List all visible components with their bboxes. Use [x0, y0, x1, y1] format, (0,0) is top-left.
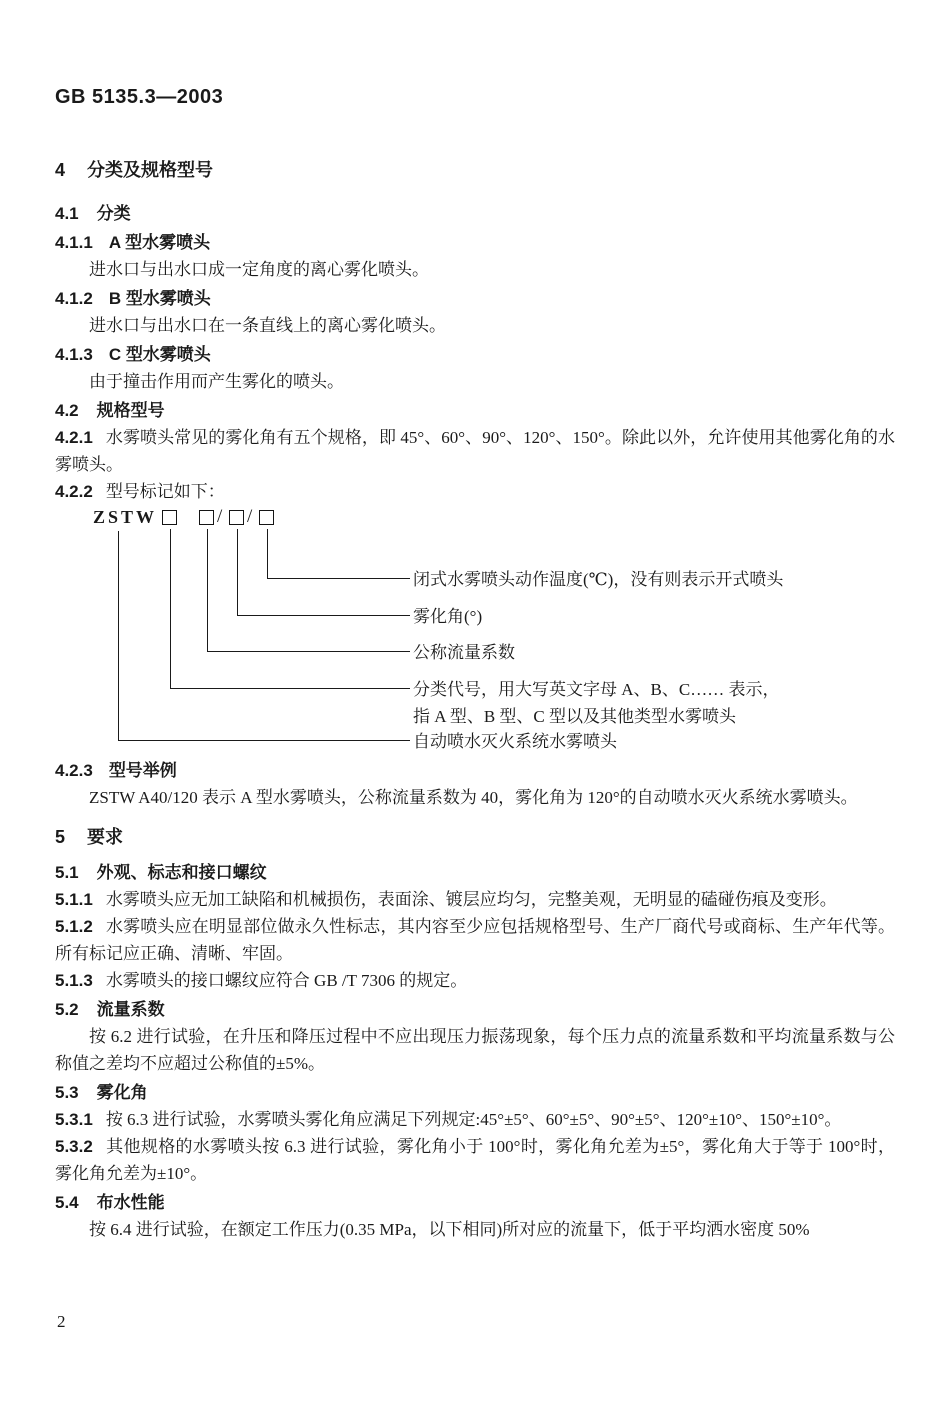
diagram-label-class	[413, 676, 779, 730]
diagram-label-system: 自动喷水灭火系统水雾喷头	[413, 732, 617, 751]
section-4-1-3-number: 4.1.3	[55, 345, 93, 364]
clause-5-1-2-number: 5.1.2	[55, 917, 93, 936]
section-4-1-2-body: 进水口与出水口在一条直线上的离心雾化喷头。	[89, 316, 446, 335]
clause-4-2-1	[55, 424, 895, 478]
clause-5-1-2	[55, 913, 895, 967]
section-5-3-number: 5.3	[55, 1083, 79, 1102]
section-5-number: 5	[55, 827, 66, 847]
clause-5-1-3-body: 水雾喷头的接口螺纹应符合 GB /T 7306 的规定。	[105, 971, 468, 990]
clause-4-2-1-body: 水雾喷头常见的雾化角有五个规格，即 45°、60°、90°、120°、150°。除此以外，允许使用其他雾化角的水雾喷头。	[55, 428, 895, 474]
model-box-temp	[259, 510, 274, 525]
section-4-2-heading	[55, 397, 895, 424]
section-5-4-heading	[55, 1189, 895, 1216]
model-box-flow	[199, 510, 214, 525]
section-4-2-3-title: 型号举例	[108, 761, 177, 780]
section-4-2-3-body: ZSTW A40/120 表示 A 型水雾喷头，公称流量系数为 40，雾化角为 120°的自动喷水灭火系统水雾喷头。	[89, 788, 858, 807]
model-separator-1: /	[217, 506, 223, 527]
standard-number: GB 5135.3—2003	[55, 86, 224, 108]
section-5-4-body: 按 6.4 进行试验，在额定工作压力(0.35 MPa，以下相同)所对应的流量下，低于平均洒水密度 50%	[89, 1220, 810, 1239]
section-4-1-1-heading	[55, 229, 895, 256]
section-4-1-2-heading	[55, 285, 895, 312]
section-5-2-title: 流量系数	[96, 1000, 165, 1019]
clause-5-1-1-number: 5.1.1	[55, 890, 93, 909]
section-5-1-number: 5.1	[55, 863, 79, 882]
section-4-heading	[55, 156, 895, 184]
clause-5-1-1	[55, 886, 895, 913]
clause-5-3-2-body: 其他规格的水雾喷头按 6.3 进行试验，雾化角小于 100°时，雾化角允差为±5°，雾化角大于等于 100°时，雾化角允差为±10°。	[55, 1137, 895, 1183]
clause-4-2-2-number: 4.2.2	[55, 482, 93, 501]
model-prefix: ZSTW	[93, 507, 158, 527]
diagram-label-class-line2: 指 A 型、B 型、C 型以及其他类型水雾喷头	[413, 707, 737, 726]
section-4-1-1-body: 进水口与出水口成一定角度的离心雾化喷头。	[89, 260, 429, 279]
section-4-1-2-title: B 型水雾喷头	[108, 289, 211, 308]
section-5-2-heading	[55, 996, 895, 1023]
section-4-1-1-title: A 型水雾喷头	[108, 233, 211, 252]
diagram-label-angle: 雾化角(°)	[413, 607, 483, 626]
section-4-number: 4	[55, 160, 66, 180]
section-5-2-number: 5.2	[55, 1000, 79, 1019]
clause-5-3-2	[55, 1133, 895, 1187]
section-5-title: 要求	[87, 827, 124, 847]
page-number: 2	[57, 1312, 66, 1331]
section-4-1-1-number: 4.1.1	[55, 233, 93, 252]
section-4-1-3-title: C 型水雾喷头	[108, 345, 211, 364]
clause-5-1-3	[55, 967, 895, 994]
clause-5-1-1-body: 水雾喷头应无加工缺陷和机械损伤，表面涂、镀层应均匀，完整美观，无明显的磕碰伤痕及变形。	[105, 890, 837, 909]
section-5-heading	[55, 823, 895, 851]
section-5-3-heading	[55, 1079, 895, 1106]
diagram-label-temp: 闭式水雾喷头动作温度(℃)，没有则表示开式喷头	[413, 570, 784, 589]
clause-4-2-2-body: 型号标记如下：	[105, 482, 225, 501]
clause-5-3-1	[55, 1106, 895, 1133]
section-4-1-3-body: 由于撞击作用而产生雾化的喷头。	[89, 372, 344, 391]
clause-5-1-2-body: 水雾喷头应在明显部位做永久性标志，其内容至少应包括规格型号、生产厂商代号或商标、生产年代等。所有标记应正确、清晰、牢固。	[55, 917, 895, 963]
section-4-title: 分类及规格型号	[87, 160, 214, 180]
clause-5-3-2-number: 5.3.2	[55, 1137, 93, 1156]
section-4-2-3-number: 4.2.3	[55, 761, 93, 780]
section-5-4-number: 5.4	[55, 1193, 79, 1212]
section-4-1-3-heading	[55, 341, 895, 368]
section-4-2-3-heading	[55, 757, 895, 784]
diagram-label-class-line1: 分类代号，用大写英文字母 A、B、C…… 表示，	[413, 680, 780, 699]
model-box-class	[162, 510, 177, 525]
section-5-4-title: 布水性能	[96, 1193, 165, 1212]
section-4-1-heading	[55, 200, 895, 227]
model-box-angle	[229, 510, 244, 525]
diagram-label-flow: 公称流量系数	[413, 643, 515, 662]
section-5-1-title: 外观、标志和接口螺纹	[96, 863, 267, 882]
section-4-1-2-number: 4.1.2	[55, 289, 93, 308]
section-5-3-title: 雾化角	[96, 1083, 148, 1102]
clause-5-1-3-number: 5.1.3	[55, 971, 93, 990]
section-4-2-title: 规格型号	[96, 401, 165, 420]
clause-4-2-1-number: 4.2.1	[55, 428, 93, 447]
model-designation-diagram	[55, 507, 895, 755]
section-5-2-body: 按 6.2 进行试验，在升压和降压过程中不应出现压力振荡现象，每个压力点的流量系数和平均流量系数与公称值之差均不应超过公称值的±5%。	[55, 1027, 895, 1073]
section-5-1-heading	[55, 859, 895, 886]
clause-5-3-1-body: 按 6.3 进行试验，水雾喷头雾化角应满足下列规定:45°±5°、60°±5°、90°±5°、120°±10°、150°±10°。	[105, 1110, 842, 1129]
section-4-2-number: 4.2	[55, 401, 79, 420]
connector-system	[118, 531, 410, 741]
model-separator-2: /	[247, 506, 253, 527]
clause-5-3-1-number: 5.3.1	[55, 1110, 93, 1129]
clause-4-2-2	[55, 478, 895, 505]
section-4-1-number: 4.1	[55, 204, 79, 223]
section-4-1-title: 分类	[96, 204, 131, 223]
